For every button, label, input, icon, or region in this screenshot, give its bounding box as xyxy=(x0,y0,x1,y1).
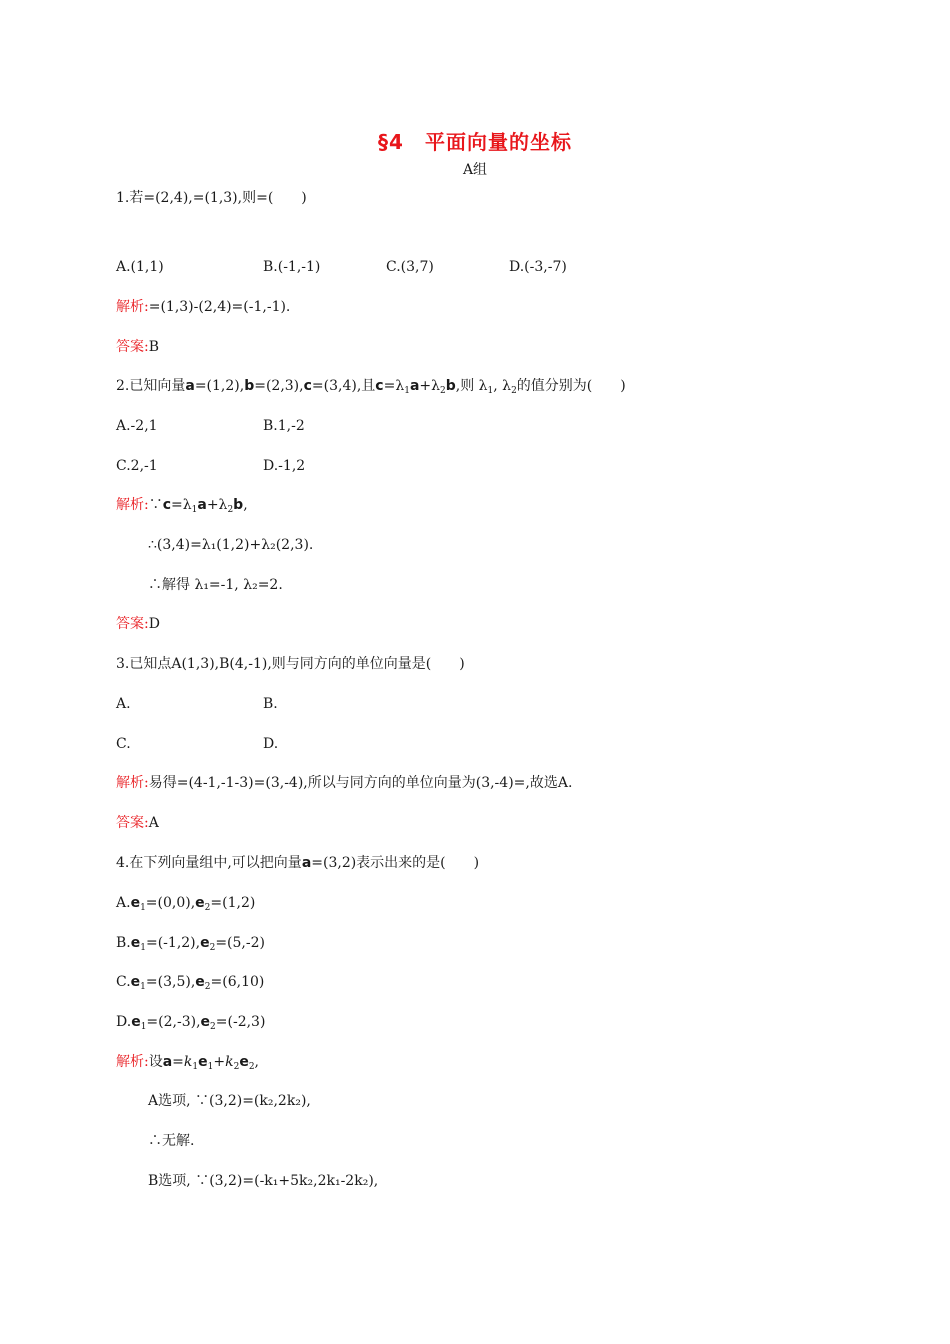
analysis-label: 解析: xyxy=(116,775,149,791)
q4-stem-text: 4.在下列向量组中,可以把向量 xyxy=(116,855,302,871)
subscript: 1 xyxy=(487,386,494,396)
analysis-text: 设 xyxy=(148,1054,163,1070)
q1-analysis xyxy=(116,297,290,317)
vector-b: b xyxy=(233,497,244,513)
q4-stem xyxy=(116,853,479,873)
q2-step3: ∴解得 λ₁=-1, λ₂=2. xyxy=(148,577,283,593)
q2-stem-text: =(2,3), xyxy=(254,378,304,394)
answer-value: D xyxy=(148,616,160,632)
subscript: 1 xyxy=(140,903,146,913)
option-label: C. xyxy=(116,974,131,990)
vector-e1: e xyxy=(130,935,141,951)
q1-option-a: A.(1,1) xyxy=(116,259,164,275)
analysis-label: 解析: xyxy=(116,299,149,315)
q2-stem-text: +λ xyxy=(419,378,440,394)
q3-analysis xyxy=(116,773,572,793)
subscript: 1 xyxy=(404,386,410,396)
vector-a: a xyxy=(301,855,312,871)
q1-option-b: B.(-1,-1) xyxy=(263,259,321,275)
answer-label: 答案: xyxy=(116,815,149,831)
q4-option-b xyxy=(116,933,265,958)
vector-a: a xyxy=(162,1054,173,1070)
subscript: 1 xyxy=(207,1062,214,1072)
subscript: 1 xyxy=(140,1022,147,1032)
vector-e2: e xyxy=(195,974,205,990)
q2-option-c: C.2,-1 xyxy=(116,458,158,474)
q4-step-a: A选项, ∵(3,2)=(k₂,2k₂), xyxy=(148,1093,311,1109)
therefore-because-symbol: ∵ xyxy=(148,497,163,513)
vector-e1: e xyxy=(198,1054,208,1070)
vector-e1: e xyxy=(131,1014,141,1030)
subscript: 2 xyxy=(511,386,517,396)
q2-option-a: A.-2,1 xyxy=(116,418,158,434)
q2-answer xyxy=(116,614,160,634)
q1-option-c: C.(3,7) xyxy=(386,259,434,275)
answer-label: 答案: xyxy=(116,339,149,355)
vector-c: c xyxy=(303,378,312,394)
q2-stem-text: =λ xyxy=(383,378,405,394)
q3-option-b: B. xyxy=(263,696,278,712)
q2-option-b: B.1,-2 xyxy=(263,418,305,434)
q2-stem-text: , λ xyxy=(493,378,512,394)
vector-a: a xyxy=(197,497,207,513)
q2-stem-text: =(3,4),且 xyxy=(311,378,376,394)
q4-option-c xyxy=(116,972,264,997)
q1-stem: 1.若=(2,4),=(1,3),则=( ) xyxy=(116,190,307,206)
q2-step2: ∴(3,4)=λ₁(1,2)+λ₂(2,3). xyxy=(148,537,314,553)
subscript: 2 xyxy=(227,505,234,515)
option-value: =(3,5), xyxy=(145,974,196,990)
vector-b: b xyxy=(445,378,456,394)
analysis-label: 解析: xyxy=(116,1054,149,1070)
q4-analysis: 解析:设$a=k_1e_1+k_2e_2$, xyxy=(116,1054,259,1072)
q2-stem-text: ,则 λ xyxy=(455,378,488,394)
subscript: 2 xyxy=(440,386,446,396)
q3-option-c: C. xyxy=(116,736,131,752)
q3-option-d: D. xyxy=(263,736,279,752)
subscript: 2 xyxy=(204,903,211,913)
vector-e2: e xyxy=(200,1014,211,1030)
option-value: =(6,10) xyxy=(210,974,265,990)
q3-stem: 3.已知点A(1,3),B(4,-1),则与同方向的单位向量是( ) xyxy=(116,656,465,672)
vector-e1: e xyxy=(130,895,141,911)
answer-label: 答案: xyxy=(116,616,149,632)
vector-e2: e xyxy=(200,935,210,951)
answer-value: B xyxy=(148,339,160,355)
q4-stem-text: =(3,2)表示出来的是( ) xyxy=(311,855,480,871)
q1-option-d: D.(-3,-7) xyxy=(509,259,567,275)
analysis-text: =(1,3)-(2,4)=(-1,-1). xyxy=(148,299,291,315)
option-label: A. xyxy=(116,895,131,911)
vector-c: c xyxy=(375,378,384,394)
subscript: 1 xyxy=(140,982,146,992)
subscript: 1 xyxy=(192,1062,199,1072)
q2-stem-text: 的值分别为( ) xyxy=(516,378,626,394)
subscript: 2 xyxy=(233,1062,240,1072)
q3-answer xyxy=(116,813,159,833)
coefficient-k2: k xyxy=(225,1054,234,1070)
vector-e2: e xyxy=(195,895,205,911)
subscript: 1 xyxy=(140,943,146,953)
vector-c: c xyxy=(162,497,172,513)
subscript: 2 xyxy=(248,1062,255,1072)
q4-option-a xyxy=(116,893,255,918)
option-value: =(1,2) xyxy=(210,895,256,911)
q4-step-b: B选项, ∵(3,2)=(-k₁+5k₂,2k₁-2k₂), xyxy=(148,1173,379,1189)
group-label: A组 xyxy=(462,162,488,178)
coefficient-k1: k xyxy=(183,1054,193,1070)
option-label: D. xyxy=(116,1014,132,1030)
q1-answer xyxy=(116,337,159,357)
q2-analysis: 解析$:\because c=\lambda_1a+\lambda_2b$, xyxy=(116,497,248,515)
section-title: §4 平面向量的坐标 xyxy=(378,130,572,154)
q4-step-a2: ∴无解. xyxy=(148,1133,195,1149)
option-value: =(5,-2) xyxy=(215,935,265,951)
q2-stem-text: =(1,2), xyxy=(194,378,245,394)
option-value: =(-2,3) xyxy=(215,1014,266,1030)
vector-a: a xyxy=(185,378,195,394)
analysis-label: 解析: xyxy=(116,497,149,513)
option-value: =(2,-3), xyxy=(146,1014,201,1030)
subscript: 2 xyxy=(204,982,211,992)
subscript: 2 xyxy=(210,1022,216,1032)
subscript: 2 xyxy=(209,943,216,953)
vector-e2: e xyxy=(239,1054,249,1070)
analysis-text: 易得=(4-1,-1-3)=(3,-4),所以与同方向的单位向量为(3,-4)=,故选A. xyxy=(148,775,573,791)
option-value: =(-1,2), xyxy=(145,935,201,951)
vector-e1: e xyxy=(130,974,141,990)
subscript: 1 xyxy=(191,505,198,515)
q2-stem-text: 2.已知向量 xyxy=(116,378,186,394)
answer-value: A xyxy=(148,815,159,831)
option-value: =(0,0), xyxy=(145,895,196,911)
q3-option-a: A. xyxy=(116,696,131,712)
vector-a: a xyxy=(409,378,420,394)
option-label: B. xyxy=(116,935,131,951)
q2-stem xyxy=(116,376,626,401)
q2-option-d: D.-1,2 xyxy=(263,458,306,474)
vector-b: b xyxy=(244,378,255,394)
q4-option-d xyxy=(116,1012,265,1037)
